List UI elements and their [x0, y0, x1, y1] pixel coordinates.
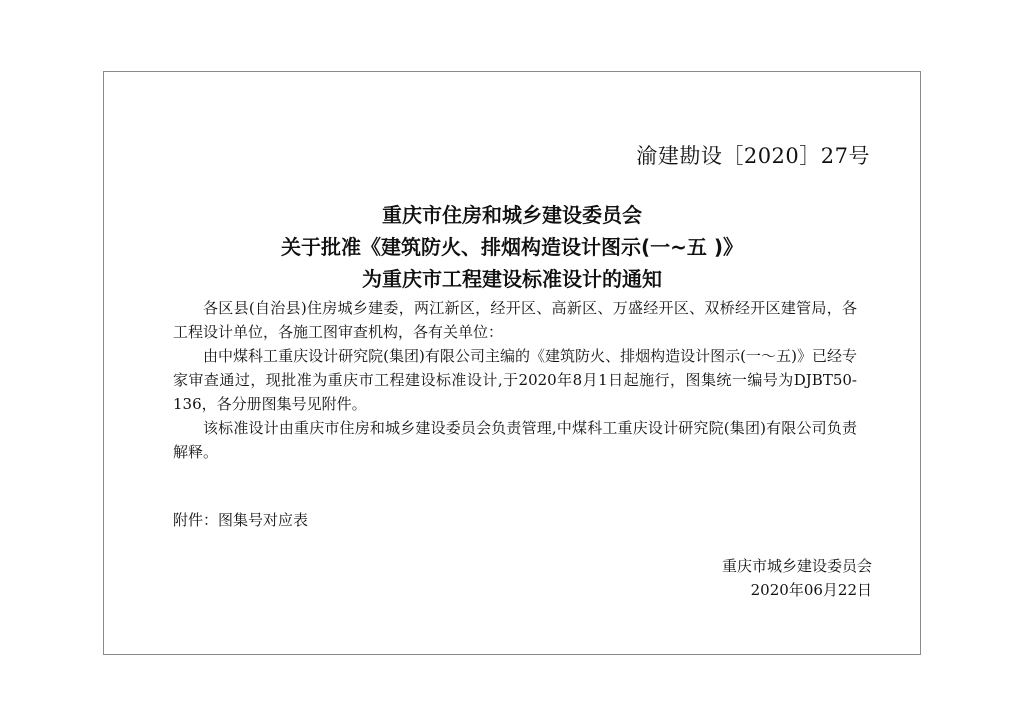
signature-block: [722, 554, 872, 602]
document-body: [173, 296, 857, 464]
title-line-1: 重庆市住房和城乡建设委员会: [382, 203, 642, 227]
document-title: [103, 199, 921, 295]
document-number: 渝建勘设［2020］27号: [636, 144, 870, 168]
body-paragraph-approval: 由中煤科工重庆设计研究院(集团)有限公司主编的《建筑防火、排烟构造设计图示(一～五)》已经专家审查通过，现批准为重庆市工程建设标准设计,于2020年8月1日起施行，图集统一编号为DJBT50-136，各分册图集号见附件。: [173, 347, 857, 413]
title-line-3: 为重庆市工程建设标准设计的通知: [362, 267, 662, 291]
body-paragraph-addressees: 各区县(自治县)住房城乡建委，两江新区，经开区、高新区、万盛经开区、双桥经开区建管局，各工程设计单位，各施工图审查机构，各有关单位：: [173, 299, 857, 341]
title-line-2: 关于批准《建筑防火、排烟构造设计图示(一~五 )》: [280, 235, 743, 259]
body-paragraph-management: 该标准设计由重庆市住房和城乡建设委员会负责管理,中煤科工重庆设计研究院(集团)有限公司负责解释。: [173, 419, 857, 461]
issuer-name: 重庆市城乡建设委员会: [721, 557, 872, 575]
attachment-note: 附件：图集号对应表: [173, 511, 309, 529]
issue-date: 2020年06月22日: [750, 581, 872, 599]
